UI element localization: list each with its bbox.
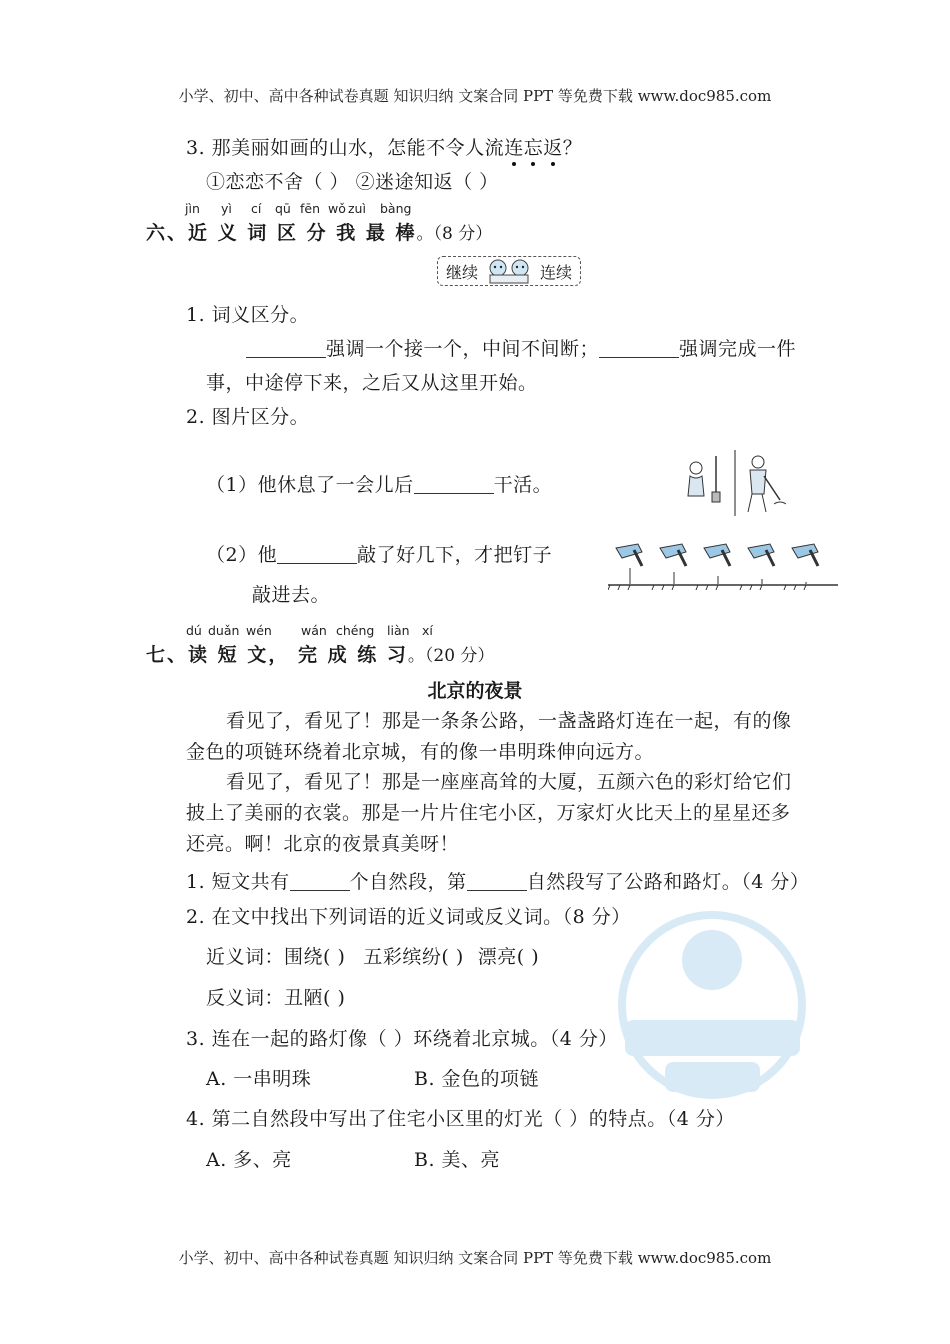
s7-q4: 4. 第二自然段中写出了住宅小区里的灯光（ ）的特点。（4 分） (186, 1108, 735, 1130)
s6-q1-title: 1. 词义区分。 (186, 304, 310, 326)
s7-q2: 2. 在文中找出下列词语的近义词或反义词。（8 分） (186, 906, 631, 928)
synonym-item[interactable]: 漂亮( ) (477, 946, 540, 968)
s6-q2-title: 2. 图片区分。 (186, 406, 310, 428)
passage-para2-line2: 披上了美丽的衣裳。那是一片片住宅小区，万家灯火比天上的星星还多 (186, 802, 791, 824)
worker-illustration (680, 448, 790, 518)
watermark-logo (615, 900, 810, 1110)
question-text: 那美丽如画的山水，怎能不令人流 (211, 137, 505, 159)
word-right: 连续 (539, 262, 572, 282)
question-3 (186, 133, 582, 160)
passage-title: 北京的夜景 (427, 680, 523, 702)
s7-q3: 3. 连在一起的路灯像（ ）环绕着北京城。（4 分） (186, 1028, 618, 1050)
s7-q3-option-a[interactable]: A. 一串明珠 (206, 1068, 312, 1090)
s7-q1: 1. 短文共有 个自然段，第 自然段写了公路和路灯。（4 分） (186, 871, 810, 893)
question-number: 3. (186, 137, 212, 159)
synonym-item[interactable]: 五彩缤纷( ) (363, 946, 464, 968)
s7-q2-antonyms: 反义词：丑陋( ) (206, 987, 346, 1009)
s6-q2-item2: （2）他 敲了好几下，才把钉子 (206, 544, 553, 566)
s6-q1-line2: 事，中途停下来，之后又从这里开始。 (206, 372, 538, 394)
page-footer: 小学、初中、高中各种试卷真题 知识归纳 文案合同 PPT 等免费下载 www.doc985.com (178, 1249, 772, 1267)
cartoon-kids-icon (486, 258, 532, 284)
passage-para2-line1: 看见了，看见了！那是一座座高耸的大厦，五颜六色的彩灯给它们 (226, 771, 792, 793)
answer-blank[interactable] (599, 339, 679, 358)
passage-para1-line1: 看见了，看见了！那是一条条公路，一盏盏路灯连在一起，有的像 (226, 710, 792, 732)
dotted-char: 返 (543, 137, 563, 159)
s6-q2-item1: （1）他休息了一会儿后 干活。 (206, 474, 553, 496)
dotted-char: 忘 (523, 137, 544, 159)
section-6-heading: 六、近 义 词 区 分 我 最 棒。（8 分） (146, 222, 493, 244)
hammer-sequence-illustration (608, 540, 838, 595)
word-pair-box (437, 256, 581, 286)
page-header: 小学、初中、高中各种试卷真题 知识归纳 文案合同 PPT 等免费下载 www.doc985.com (178, 87, 772, 105)
question-3-options: ①恋恋不舍（ ） ②迷途知返（ ） (206, 171, 499, 193)
question-end: ？ (562, 137, 583, 159)
s7-q2-synonyms: 近义词：围绕( ) 五彩缤纷( ) 漂亮( ) (206, 946, 540, 968)
s6-q1-line1: 强调一个接一个，中间不间断； 强调完成一件 (246, 334, 796, 361)
s6-q2-item2-cont: 敲进去。 (252, 584, 331, 606)
section-score: 。（8 分） (416, 224, 493, 244)
section-score: 。（20 分） (407, 646, 495, 666)
answer-blank[interactable] (467, 872, 527, 891)
s7-q4-option-a[interactable]: A. 多、亮 (206, 1149, 292, 1171)
answer-blank[interactable] (414, 475, 494, 494)
dotted-char: 连 (504, 137, 524, 159)
passage-para1-line2: 金色的项链环绕着北京城，有的像一串明珠伸向远方。 (186, 741, 655, 763)
passage-para2-line3: 还亮。啊！北京的夜景真美呀！ (186, 833, 460, 855)
synonym-item[interactable]: 围绕( ) (284, 946, 346, 968)
s7-q3-option-b[interactable]: B. 金色的项链 (414, 1068, 540, 1090)
antonym-item[interactable]: 丑陋( ) (284, 987, 346, 1009)
word-left: 继续 (446, 262, 479, 282)
answer-blank[interactable] (290, 872, 350, 891)
answer-blank[interactable] (277, 545, 357, 564)
s7-q4-option-b[interactable]: B. 美、亮 (414, 1149, 501, 1171)
answer-blank[interactable] (246, 339, 326, 358)
section-7-heading: 七、读 短 文， 完 成 练 习。（20 分） (146, 644, 495, 666)
